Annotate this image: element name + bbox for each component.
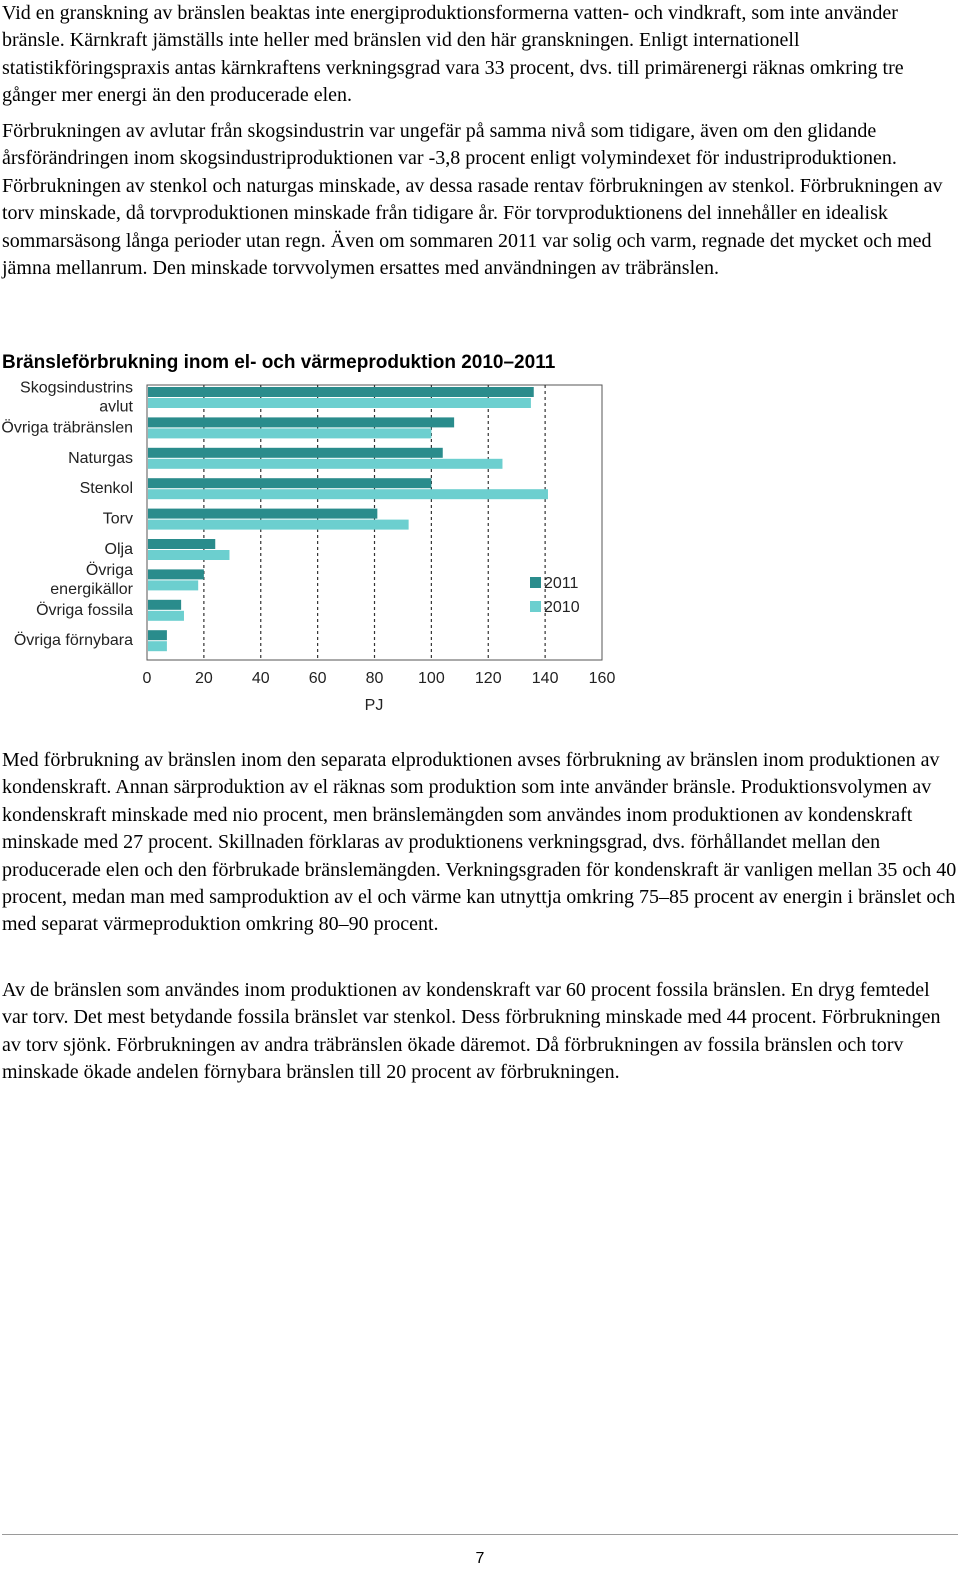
fuel-consumption-chart (0, 375, 640, 720)
bar-2011-0 (148, 387, 534, 397)
chart-title: Bränsleförbrukning inom el- och värmeproduktion 2010–2011 (2, 352, 556, 373)
bar-2010-2 (148, 459, 502, 469)
tick-label: 20 (194, 670, 213, 687)
tick-label: 120 (474, 670, 502, 687)
legend-swatch-2011 (530, 577, 541, 588)
bar-2011-7 (148, 600, 181, 610)
tick-label: 60 (308, 670, 327, 687)
category-label: avlut (99, 398, 133, 416)
x-axis-label: PJ (364, 697, 384, 714)
category-label: Övriga fossila (36, 601, 133, 619)
bar-2010-3 (148, 489, 548, 499)
bar-2011-3 (148, 478, 431, 488)
bar-2010-8 (148, 641, 167, 651)
bar-2011-5 (148, 539, 215, 549)
category-label: Naturgas (68, 449, 133, 467)
tick-labels (143, 670, 616, 687)
paragraph-2: Förbrukningen av avlutar från skogsindustrin var ungefär på samma nivå som tidigare, även om den glidande årsförändringen inom skogsindustriproduktionen var -3,8 procent enligt volymindexet för industriproduktionen. Förbrukningen av stenkol och naturgas minskade, av dessa rasade rentav förbrukningen av stenkol. Förbrukningen av torv minskade, då torvproduktionen minskade från tidigare år. För torvproduktionens del innehåller en idealisk sommarsäsong långa perioder utan regn. Även om sommaren 2011 var solig och varm, regnade det mycket och med jämna mellanrum. Den minskade torvvolymen ersattes med användningen av träbränslen. (2, 120, 943, 280)
bar-2010-4 (148, 520, 409, 530)
footer-divider (2, 1534, 958, 1535)
category-label: Övriga (85, 561, 133, 579)
tick-label: 160 (588, 670, 616, 687)
tick-label: 100 (418, 670, 445, 687)
page-number: 7 (475, 1550, 485, 1567)
legend-swatch-2010 (530, 601, 541, 612)
category-labels (1, 380, 133, 650)
category-label: Stenkol (79, 480, 133, 498)
tick-label: 80 (365, 670, 384, 687)
legend-label-2010: 2010 (544, 599, 580, 616)
bar-2010-0 (148, 398, 531, 408)
bar-2011-2 (148, 448, 443, 458)
category-label: Skogsindustrins (20, 379, 133, 397)
bar-2011-6 (148, 569, 204, 579)
tick-label: 0 (142, 670, 152, 687)
bar-2011-8 (148, 630, 167, 640)
bar-2010-1 (148, 428, 431, 438)
bar-2010-6 (148, 580, 198, 590)
paragraph-3: Med förbrukning av bränslen inom den separata elproduktionen avses förbrukning av bränslen inom produktionen av kondenskraft. Annan särproduktion av el räknas som produktion som inte använder bränsle. Produktionsvolymen av kondenskraft minskade med nio procent, men bränslemängden som användes inom produktionen av kondenskraft minskade med 27 procent. Skillnaden förklaras av produktionens verkningsgrad, dvs. förhållandet mellan den producerade elen och den förbrukade bränslemängden. Verkningsgraden för kondenskraft är vanligen mellan 35 och 40 procent, medan man med samproduktion av el och värme kan utnyttja omkring 75–85 procent av energin i bränslet och med separat värmeproduktion omkring 80–90 procent. (2, 749, 957, 936)
paragraph-4: Av de bränslen som användes inom produktionen av kondenskraft var 60 procent fossila bränslen. En dryg femtedel var torv. Det mest betydande fossila bränslet var stenkol. Dess förbrukning minskade med 44 procent. Förbrukningen av torv sjönk. Förbrukningen av andra träbränslen ökade däremot. Då förbrukningen av fossila bränslen och torv minskade ökade andelen förnybara bränslen till 20 procent av förbrukningen. (2, 979, 941, 1084)
bar-2011-1 (148, 417, 454, 427)
category-label: Övriga träbränslen (1, 419, 133, 437)
tick-label: 40 (251, 670, 270, 687)
legend-label-2011: 2011 (544, 575, 579, 592)
category-label: Olja (104, 541, 133, 558)
bar-2010-5 (148, 550, 229, 560)
category-label: Övriga förnybara (13, 632, 133, 650)
bar-2010-7 (148, 611, 184, 621)
bar-2011-4 (148, 509, 377, 519)
paragraph-1: Vid en granskning av bränslen beaktas inte energiproduktionsformerna vatten- och vindkraft, som inte använder bränsle. Kärnkraft jämställs inte heller med bränslen vid den här granskningen. Enligt internationell statistikföringspraxis antas kärnkraftens verkningsgrad vara 33 procent, dvs. till primärenergi räknas omkring tre gånger mer energi än den producerade elen. (2, 2, 904, 107)
category-label: energikällor (50, 580, 133, 598)
tick-label: 140 (531, 670, 559, 687)
category-label: Torv (102, 510, 133, 528)
